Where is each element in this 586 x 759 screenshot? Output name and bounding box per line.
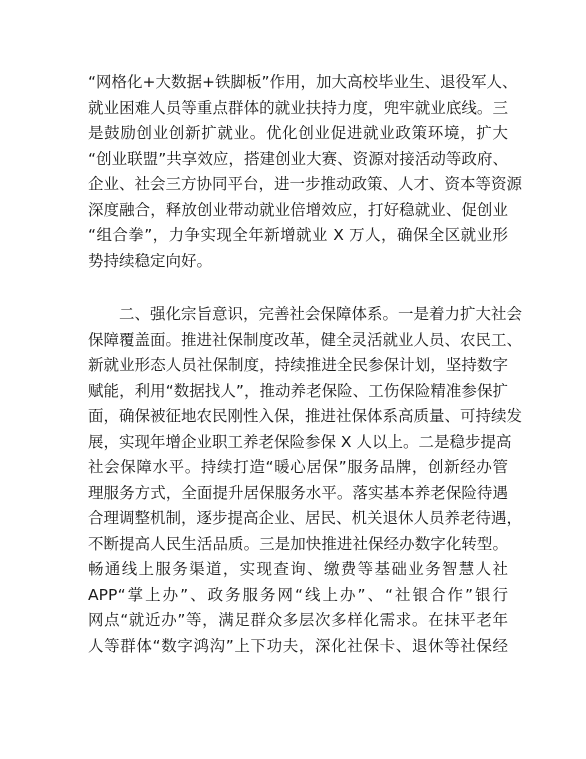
- text-line: 赋能，利用“数据找人”，推动养老保险、工伤保险精准参保扩: [88, 381, 508, 400]
- text-line: 网点“就近办”等，满足群众多层次多样化需求。在抹平老年: [88, 611, 508, 629]
- text-line: 面，确保被征地农民刚性入保，推进社保体系高质量、可持续发: [88, 407, 523, 425]
- text-line: “网格化+大数据+铁脚板”作用，加大高校毕业生、退役军人、: [88, 73, 518, 91]
- text-line: 企业、社会三方协同平台，进一步推动政策、人才、资本等资源: [88, 175, 523, 193]
- text-line: 保障覆盖面。推进社保制度改革，健全灵活就业人员、农民工、: [88, 330, 523, 349]
- paragraph-social-security: [88, 302, 523, 659]
- text-line: APP“掌上办”、政务服务网“线上办”、“社银合作”银行: [88, 585, 508, 604]
- text-line: 深度融合，释放创业带动就业倍增效应，打好稳就业、促创业: [88, 200, 508, 219]
- text-line: 人等群体“数字鸿沟”上下功夫，深化社保卡、退休等社保经: [88, 636, 508, 655]
- text-line: 势持续稳定向好。: [88, 251, 213, 270]
- text-line: 社会保障水平。持续打造“暖心居保”服务品牌，创新经办管: [88, 458, 508, 476]
- text-line: 新就业形态人员社保制度，持续推进全民参保计划，坚持数字: [88, 356, 508, 374]
- text-line: 就业困难人员等重点群体的就业扶持力度，兜牢就业底线。三: [88, 98, 508, 117]
- text-line: 展，实现年增企业职工养老保险参保 X 人以上。二是稳步提高: [88, 432, 512, 451]
- text-line: 合理调整机制，逐步提高企业、居民、机关退休人员养老待遇，: [88, 509, 523, 527]
- paragraph-employment: [88, 70, 523, 274]
- text-line: “组合拳”，力争实现全年新增就业 X 万人，确保全区就业形: [88, 226, 508, 244]
- text-line: 不断提高人民生活品质。三是加快推进社保经办数字化转型。: [88, 534, 508, 553]
- text-line: 理服务方式，全面提升居保服务水平。落实基本养老保险待遇: [88, 483, 508, 502]
- text-line: 二、强化宗旨意识，完善社会保障体系。一是着力扩大社会: [119, 305, 523, 323]
- text-line: “创业联盟”共享效应，搭建创业大赛、资源对接活动等政府、: [88, 149, 508, 168]
- text-line: 畅通线上服务渠道，实现查询、缴费等基础业务智慧人社: [88, 560, 508, 578]
- text-line: 是鼓励创业创新扩就业。优化创业促进就业政策环境，扩大: [88, 124, 508, 142]
